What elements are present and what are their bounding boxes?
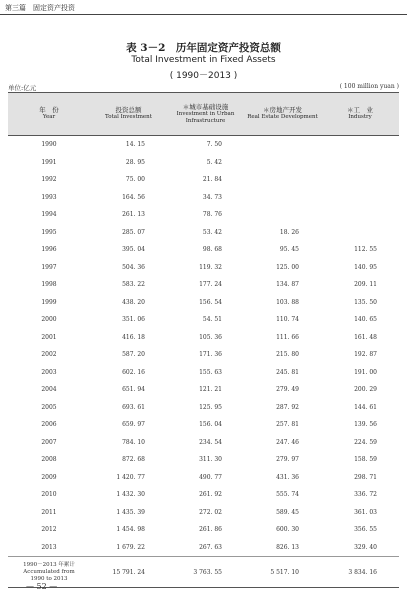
table-row <box>8 416 399 434</box>
total-value-cell: 3 763. 55 <box>167 557 244 588</box>
value-cell: 356. 55 <box>354 526 377 534</box>
column-header-4 <box>321 93 399 136</box>
value-cell <box>321 224 399 242</box>
year-cell: 2012 <box>41 526 57 534</box>
value-cell: 1 435. 39 <box>116 508 145 516</box>
unit-label-cn: 单位:亿元 <box>8 84 37 92</box>
unit-label-en: ( 100 million yuan ) <box>339 83 399 90</box>
value-cell: 659. 97 <box>122 421 145 429</box>
year-cell: 1993 <box>41 193 57 201</box>
value-cell: 110. 74 <box>276 316 299 324</box>
value-cell: 257. 81 <box>276 421 299 429</box>
value-cell: 872. 68 <box>122 456 145 464</box>
table-row <box>8 399 399 417</box>
running-header <box>0 0 407 16</box>
value-cell: 234. 54 <box>199 438 222 446</box>
value-cell: 431. 36 <box>276 473 299 481</box>
year-cell: 1997 <box>41 263 57 271</box>
value-cell: 54. 51 <box>202 316 222 324</box>
value-cell: 587. 20 <box>122 351 145 359</box>
value-cell: 34. 73 <box>202 193 222 201</box>
column-header-cn: ＊房地产开发 <box>263 106 302 114</box>
value-cell: 600. 30 <box>276 526 299 534</box>
column-header-2 <box>167 93 244 136</box>
value-cell <box>244 136 321 154</box>
value-cell: 156. 04 <box>199 421 222 429</box>
value-cell: 134. 87 <box>276 281 299 289</box>
table-title-years: ( 1990－2013 ) <box>169 71 238 81</box>
column-header-en: Year <box>42 114 56 120</box>
value-cell <box>321 136 399 154</box>
table-row <box>8 469 399 487</box>
table-row <box>8 539 399 557</box>
value-cell: 161. 48 <box>354 333 377 341</box>
column-header-en: Industry <box>348 114 372 120</box>
table-title-cn: 表 3－2 历年固定资产投资总额 <box>126 42 281 54</box>
value-cell: 589. 45 <box>276 508 299 516</box>
value-cell: 555. 74 <box>276 491 299 499</box>
value-cell: 18. 26 <box>279 228 299 236</box>
value-cell: 279. 49 <box>276 386 299 394</box>
year-cell: 2011 <box>41 508 57 516</box>
table-row <box>8 486 399 504</box>
value-cell: 215. 80 <box>276 351 299 359</box>
value-cell: 158. 59 <box>354 456 377 464</box>
column-header-en: Real Estate Development <box>247 114 318 120</box>
value-cell <box>321 206 399 224</box>
value-cell: 245. 81 <box>276 368 299 376</box>
year-cell: 2013 <box>41 543 57 551</box>
value-cell: 135. 50 <box>354 298 377 306</box>
value-cell: 826. 13 <box>276 543 299 551</box>
value-cell: 1 420. 77 <box>116 473 145 481</box>
table-row <box>8 224 399 242</box>
value-cell: 504. 36 <box>122 263 145 271</box>
value-cell: 125. 95 <box>199 403 222 411</box>
value-cell: 583. 22 <box>122 281 145 289</box>
value-cell: 192. 87 <box>354 351 377 359</box>
total-row <box>8 557 399 588</box>
value-cell: 5. 42 <box>206 158 222 166</box>
column-header-cn: 年 份 <box>39 106 59 114</box>
year-cell: 1992 <box>41 176 57 184</box>
total-value-cell: 3 834. 16 <box>321 557 399 588</box>
table-row <box>8 206 399 224</box>
value-cell: 272. 02 <box>199 508 222 516</box>
value-cell: 336. 72 <box>354 491 377 499</box>
value-cell: 139. 56 <box>354 421 377 429</box>
value-cell: 247. 46 <box>276 438 299 446</box>
value-cell: 1 432. 30 <box>116 491 145 499</box>
year-cell: 2010 <box>41 491 57 499</box>
table-row <box>8 329 399 347</box>
column-header-cn: ＊工 业 <box>347 106 373 114</box>
value-cell: 311. 30 <box>199 456 222 464</box>
table-row <box>8 451 399 469</box>
table-row <box>8 434 399 452</box>
table-row <box>8 311 399 329</box>
value-cell: 111. 66 <box>276 333 299 341</box>
value-cell: 7. 50 <box>206 141 222 149</box>
value-cell: 78. 76 <box>202 211 222 219</box>
column-header-3 <box>244 93 321 136</box>
year-cell: 1991 <box>41 158 57 166</box>
column-header-0 <box>8 93 90 136</box>
value-cell: 155. 63 <box>199 368 222 376</box>
column-header-1 <box>90 93 167 136</box>
value-cell: 279. 97 <box>276 456 299 464</box>
investment-table <box>8 92 399 588</box>
value-cell: 119. 32 <box>199 263 222 271</box>
year-cell: 2003 <box>41 368 57 376</box>
year-cell: 2001 <box>41 333 57 341</box>
table-header <box>8 93 399 136</box>
header-rule <box>0 14 407 15</box>
value-cell: 351. 06 <box>122 316 145 324</box>
value-cell: 103. 88 <box>276 298 299 306</box>
table-title-en: Total Investment in Fixed Assets <box>131 55 276 65</box>
total-label-label-en-2: 1990 to 2013 <box>30 575 68 582</box>
value-cell: 490. 77 <box>199 473 222 481</box>
table-row <box>8 136 399 154</box>
table-row <box>8 276 399 294</box>
value-cell <box>244 154 321 172</box>
table-row <box>8 364 399 382</box>
value-cell <box>244 189 321 207</box>
value-cell: 105. 36 <box>199 333 222 341</box>
page-number: — 52 — <box>26 582 58 591</box>
year-cell: 1994 <box>41 211 57 219</box>
value-cell: 209. 11 <box>354 281 377 289</box>
table-row <box>8 154 399 172</box>
value-cell: 784. 10 <box>122 438 145 446</box>
year-cell: 2005 <box>41 403 57 411</box>
value-cell <box>321 189 399 207</box>
value-cell: 200. 29 <box>354 386 377 394</box>
value-cell: 261. 86 <box>199 526 222 534</box>
value-cell <box>244 206 321 224</box>
value-cell: 112. 55 <box>354 246 377 254</box>
value-cell: 164. 56 <box>122 193 145 201</box>
year-cell: 1998 <box>41 281 57 289</box>
year-cell: 2007 <box>41 438 57 446</box>
running-header-text: 第三篇 固定资产投资 <box>5 4 75 12</box>
year-cell: 2008 <box>41 456 57 464</box>
table-body <box>8 136 399 588</box>
value-cell: 261. 13 <box>122 211 145 219</box>
value-cell: 651. 94 <box>122 386 145 394</box>
table-row <box>8 171 399 189</box>
value-cell: 140. 65 <box>354 316 377 324</box>
total-value-cell: 15 791. 24 <box>90 557 167 588</box>
value-cell: 1 454. 98 <box>116 526 145 534</box>
year-cell: 1990 <box>41 141 57 149</box>
value-cell: 1 679. 22 <box>116 543 145 551</box>
value-cell: 98. 68 <box>202 246 222 254</box>
table-row <box>8 381 399 399</box>
value-cell: 224. 59 <box>354 438 377 446</box>
value-cell: 438. 20 <box>122 298 145 306</box>
value-cell: 53. 42 <box>202 228 222 236</box>
value-cell: 125. 00 <box>276 263 299 271</box>
value-cell: 95. 45 <box>279 246 299 254</box>
value-cell <box>244 171 321 189</box>
total-value-cell: 5 517. 10 <box>244 557 321 588</box>
year-cell: 2004 <box>41 386 57 394</box>
value-cell: 14. 15 <box>125 141 145 149</box>
total-label-label-en-1: Accumulated from <box>23 568 75 575</box>
value-cell: 395. 04 <box>122 246 145 254</box>
value-cell: 144. 61 <box>354 403 377 411</box>
column-header-en: Total Investment <box>105 114 152 120</box>
value-cell: 28. 95 <box>125 158 145 166</box>
value-cell: 140. 95 <box>354 263 377 271</box>
value-cell: 285. 07 <box>122 228 145 236</box>
value-cell: 261. 92 <box>199 491 222 499</box>
year-cell: 1999 <box>41 298 57 306</box>
value-cell: 21. 84 <box>202 176 222 184</box>
table-row <box>8 521 399 539</box>
year-cell: 2009 <box>41 473 57 481</box>
year-cell: 1996 <box>41 246 57 254</box>
column-header-cn: ＊城市基础设施 <box>182 102 229 111</box>
value-cell <box>321 171 399 189</box>
table-row <box>8 189 399 207</box>
table-row <box>8 346 399 364</box>
value-cell: 121. 21 <box>199 386 222 394</box>
total-label-label-cn: 1990－2013 年累计 <box>23 561 75 568</box>
column-header-en: Investment in Urban Infrastructure <box>176 110 235 124</box>
table-row <box>8 241 399 259</box>
table-row <box>8 259 399 277</box>
value-cell: 329. 40 <box>354 543 377 551</box>
value-cell: 693. 61 <box>122 403 145 411</box>
value-cell: 191. 00 <box>354 368 377 376</box>
value-cell: 602. 16 <box>122 368 145 376</box>
value-cell: 75. 00 <box>125 176 145 184</box>
value-cell: 416. 18 <box>122 333 145 341</box>
value-cell: 177. 24 <box>199 281 222 289</box>
value-cell: 171. 36 <box>199 351 222 359</box>
table-row <box>8 504 399 522</box>
value-cell: 267. 63 <box>199 543 222 551</box>
year-cell: 2000 <box>41 316 57 324</box>
table-row <box>8 294 399 312</box>
value-cell: 298. 71 <box>354 473 377 481</box>
year-cell: 2002 <box>41 351 57 359</box>
value-cell: 361. 03 <box>354 508 377 516</box>
value-cell <box>321 154 399 172</box>
column-header-cn: 投资总额 <box>115 106 142 114</box>
year-cell: 1995 <box>41 228 57 236</box>
year-cell: 2006 <box>41 421 57 429</box>
value-cell: 287. 92 <box>276 403 299 411</box>
value-cell: 156. 54 <box>199 298 222 306</box>
